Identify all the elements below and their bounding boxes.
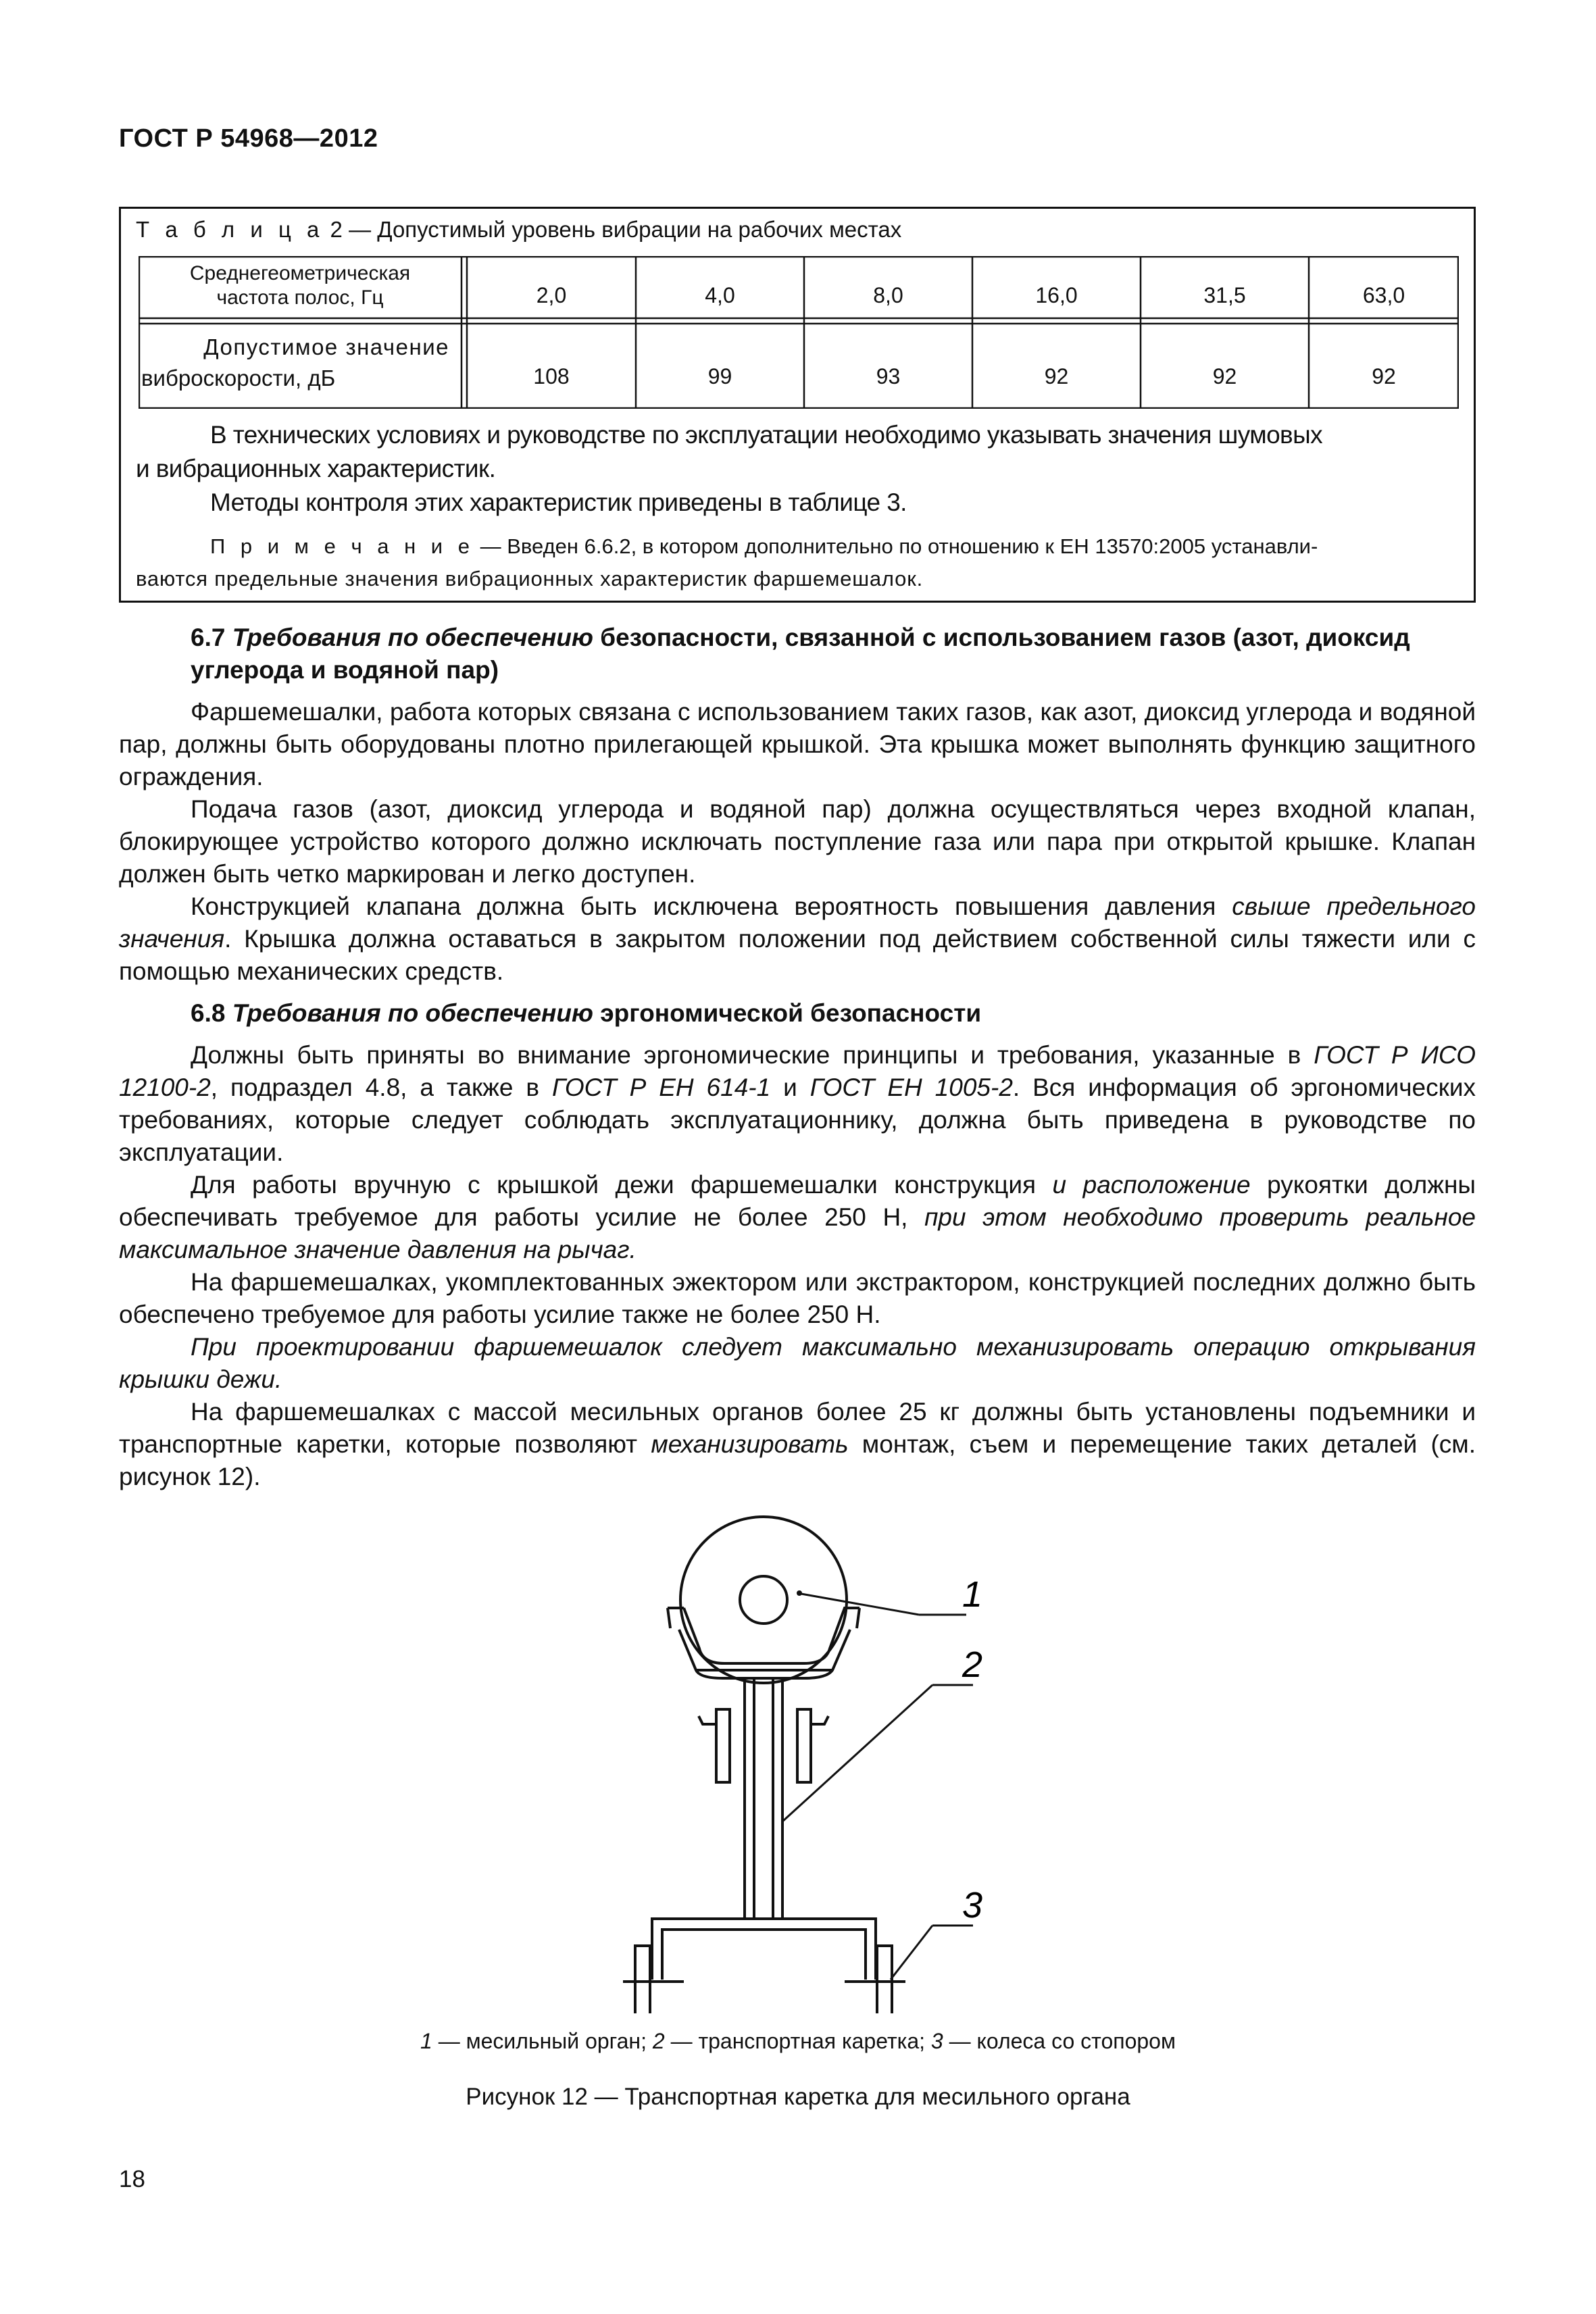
- section-6-8-title-rest: эргономической безопасности: [593, 999, 982, 1027]
- leader-dot-1: [797, 1590, 802, 1596]
- base-frame-outer: [652, 1919, 876, 1980]
- frame-note-line-2: ваются предельные значения вибрационных характеристик фаршемешалок.: [136, 567, 923, 590]
- section-6-7-p3-text-a: Конструкцией клапана должна быть исключена вероятность повышения давления: [191, 892, 1232, 920]
- value-cell: 108: [533, 364, 570, 388]
- note-label: П р и м е ч а н и е: [210, 534, 474, 558]
- section-6-8-paragraph-3: На фаршемешалках, укомплектованных эжектором или экстрактором, конструкцией последних должно быть обеспечено требуемое для работы усилие также не более 250 Н.: [119, 1268, 1476, 1328]
- section-6-8-p2-text-a: Для работы вручную с крышкой дежи фаршемешалки конструкция: [191, 1171, 1053, 1199]
- figure-12: [568, 1513, 1041, 2013]
- frame-paragraph-2: Методы контроля этих характеристик приведены в таблице 3.: [210, 488, 907, 516]
- section-6-8-p5-text-b: монтаж, съем и перемещение таких деталей (см. рисунок 12).: [119, 1430, 1476, 1490]
- frame-paragraph-1-line-2: и вибрационных характеристик.: [136, 455, 496, 482]
- section-6-8-paragraph-4: [119, 1331, 1476, 1396]
- section-6-8-p4-italic: При проектировании фаршемешалок следует максимально механизировать операцию открывания крышки дежи.: [119, 1333, 1476, 1393]
- reference-en-1005-2: ГОСТ ЕН 1005-2: [809, 1074, 1013, 1101]
- figure-legend: [0, 2029, 1596, 2054]
- value-cell: 93: [876, 364, 901, 388]
- section-6-7-paragraph-1: Фаршемешалки, работа которых связана с использованием таких газов, как азот, диоксид углерода и водяной пар, должны быть оборудованы плотно прилегающей крышкой. Эта крышка может выполнять функцию защитного ограждения.: [119, 698, 1476, 790]
- section-6-8-paragraph-1: [119, 1039, 1476, 1169]
- legend-text-3: — колеса со стопором: [943, 2029, 1176, 2053]
- note-text-1: — Введен 6.6.2, в котором дополнительно по отношению к ЕН 13570:2005 устанавли-: [474, 534, 1318, 558]
- section-6-8-title-italic: Требования по обеспечению: [232, 999, 593, 1027]
- section-6-7-heading: [119, 622, 1476, 686]
- callout-2: 2: [962, 1644, 983, 1685]
- section-6-7-paragraph-2: Подача газов (азот, диоксид углерода и водяной пар) должна осуществляться через входной клапан, блокирующее устройство которого должно исключать поступление газа или пара при открытой крышке. Клапан должен быть четко маркирован и легко доступен.: [119, 795, 1476, 888]
- value-cell: 99: [707, 364, 732, 388]
- section-6-8-p1-text-d: . Вся информация об эргономических требованиях, которые следует соблюдать эксплуатационнику, должна быть приведена в руководстве по эксплуатации.: [119, 1074, 1476, 1166]
- section-6-8-p1-text-b: , подраздел 4.8, а также в: [210, 1074, 552, 1101]
- section-6-8-p2-italic-1: и расположение: [1052, 1171, 1251, 1199]
- table-caption-label: Т а б л и ц а: [136, 217, 324, 242]
- frame-note-line-1: [210, 530, 1318, 563]
- legend-number-3: 3: [930, 2029, 943, 2053]
- section-6-8-number: 6.8: [191, 999, 232, 1027]
- table-2-frame: [119, 207, 1476, 603]
- row-label-frequency: [139, 261, 462, 310]
- legend-text-1: — месильный орган;: [432, 2029, 653, 2053]
- value-cell: 92: [1044, 364, 1069, 388]
- handle-right: [797, 1709, 811, 1782]
- page-number: 18: [119, 2166, 145, 2192]
- section-6-8-p2-italic-2: при этом необходимо проверить реальное максимальное значение давления на рычаг.: [119, 1203, 1476, 1263]
- legend-number-1: 1: [420, 2029, 432, 2053]
- figure-caption: Рисунок 12 — Транспортная каретка для месильного органа: [466, 2084, 1130, 2110]
- section-6-8-heading: [119, 997, 1476, 1030]
- kneading-element-hub: [740, 1576, 787, 1624]
- reference-iso-12100-2: ГОСТ Р ИСО 12100-2: [119, 1041, 1476, 1101]
- row-label-frequency-line1: Среднегеометрическая: [189, 262, 411, 284]
- section-6-8-p5-text-a: На фаршемешалках с массой месильных органов более 25 кг должны быть установлены подъемники и транспортные каретки, которые позволяют: [119, 1398, 1476, 1458]
- section-6-7-p3-italic: свыше предельного значения: [119, 892, 1476, 953]
- freq-cell: 4,0: [705, 283, 735, 307]
- callout-1: 1: [962, 1574, 983, 1615]
- value-cell: 92: [1372, 364, 1396, 388]
- section-6-8-p5-italic: механизировать: [651, 1430, 849, 1458]
- reference-en-614-1: ГОСТ Р ЕН 614-1: [551, 1074, 771, 1101]
- row-label-velocity-line1: Допустимое значение: [203, 334, 449, 359]
- freq-cell: 63,0: [1362, 283, 1405, 307]
- section-6-8-paragraph-5: [119, 1396, 1476, 1493]
- frame-paragraph-1-line-1: В технических условиях и руководстве по эксплуатации необходимо указывать значения шумовых: [210, 421, 1322, 449]
- freq-cell: 31,5: [1203, 283, 1246, 307]
- value-cell: 92: [1212, 364, 1237, 388]
- table-caption-text: 2 — Допустимый уровень вибрации на рабочих местах: [324, 217, 902, 242]
- legend-number-2: 2: [652, 2029, 665, 2053]
- transport-carriage-drawing: [568, 1513, 1041, 2013]
- handle-left: [716, 1709, 730, 1782]
- section-6-7-p3-text-b: . Крышка должна оставаться в закрытом положении под действием собственной силы тяжести или с помощью механических средств.: [119, 925, 1476, 985]
- freq-cell: 16,0: [1035, 283, 1078, 307]
- freq-cell: 2,0: [536, 283, 567, 307]
- table-caption: [136, 217, 901, 243]
- body-text: [119, 622, 1476, 1493]
- row-label-frequency-line2: частота полос, Гц: [216, 286, 384, 309]
- section-6-8-p2-text-b: рукоятки должны обеспечивать требуемое для работы усилие не более 250 Н,: [119, 1171, 1476, 1231]
- section-6-7-title-italic: Требования по обеспечению: [232, 624, 593, 651]
- section-6-7-paragraph-3: [119, 890, 1476, 988]
- section-6-7-number: 6.7: [191, 624, 232, 651]
- cradle-outline: [668, 1608, 859, 1663]
- wheel-left: [635, 1946, 650, 2013]
- document-header: ГОСТ Р 54968—2012: [119, 124, 378, 153]
- vibration-table: [139, 256, 1459, 409]
- callout-3: 3: [962, 1885, 983, 1926]
- legend-text-2: — транспортная каретка;: [664, 2029, 931, 2053]
- section-6-8-p1-text-c: и: [770, 1074, 810, 1101]
- section-6-8-paragraph-2: [119, 1169, 1476, 1266]
- base-frame-inner: [662, 1930, 866, 1980]
- freq-cell: 8,0: [873, 283, 903, 307]
- row-label-velocity-line2: виброскорости, дБ: [141, 366, 336, 391]
- section-6-8-p1-text-a: Должны быть приняты во внимание эргономические принципы и требования, указанные в: [191, 1041, 1314, 1069]
- wheel-right: [877, 1946, 892, 2013]
- row-label-velocity: [139, 332, 462, 394]
- section-6-7-title-rest: безопасности, связанной с использованием газов (азот, диоксид углерода и водяной пар): [191, 624, 1410, 684]
